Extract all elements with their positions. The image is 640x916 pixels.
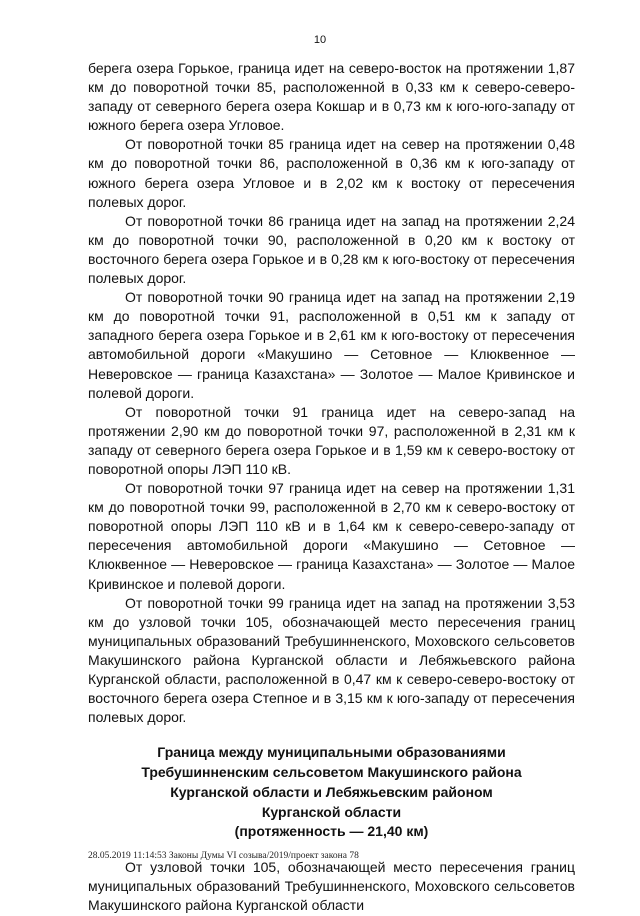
paragraph-4: От поворотной точки 90 граница идет на запад на протяжении 2,19 км до поворотной точки 91, расположенной в 0,51 км к западу от западного берега озера Горькое и в 2,61 км к юго-востоку от пересечения автомобильной дороги «Макушино — Сетовное — Клюквенное — Неверовское — граница Казахстана» — Золотое — Малое Кривинское и полевой дороги. xyxy=(88,289,575,401)
heading-line-2: Требушинненским сельсоветом Макушинского района xyxy=(141,764,522,781)
paragraph-7: От поворотной точки 99 граница идет на запад на протяжении 3,53 км до узловой точки 105, обозначающей место пересечения границ муниципальных образований Требушинненского, Моховского сельсоветов Макушинского района Курганской области и Лебяжьевского района Курганской области, расположенной в 0,47 км к северо-северо-востоку от восточного берега озера Степное и в 3,15 км к юго-западу от пересечения полевых дорог. xyxy=(88,594,575,726)
paragraph-8: От узловой точки 105, обозначающей место пересечения границ муниципальных образований Требушинненского, Моховского сельсоветов Макушинского района Курганской области xyxy=(88,859,575,914)
heading-line-3: Курганской области и Лебяжьевским районом xyxy=(170,783,493,800)
section-heading xyxy=(88,743,575,842)
heading-line-4: Курганской области xyxy=(261,803,402,820)
paragraph-5: От поворотной точки 91 граница идет на северо-запад на протяжении 2,90 км до поворотной точки 97, расположенной в 2,31 км к западу от северного берега озера Горькое и в 1,59 км к северо-востоку от поворотной опоры ЛЭП 110 кВ. xyxy=(88,403,575,477)
paragraph-1: берега озера Горькое, граница идет на северо-восток на протяжении 1,87 км до поворотной точки 85, расположенной в 0,33 км к северо-северо-западу от северного берега озера Кокшар и в 0,73 км к юго-юго-западу от южного берега озера Угловое. xyxy=(88,60,575,134)
document-body xyxy=(88,59,575,916)
heading-line-1: Граница между муниципальными образованиями xyxy=(157,744,506,761)
document-footer: 28.05.2019 11:14:53 Законы Думы VI созыва/2019/проект закона 78 xyxy=(88,851,359,861)
paragraph-3: От поворотной точки 86 граница идет на запад на протяжении 2,24 км до поворотной точки 90, расположенной в 0,20 км к востоку от восточного берега озера Горькое и в 0,28 км к юго-востоку от пересечения полевых дорог. xyxy=(88,212,575,287)
page-number: 10 xyxy=(313,34,327,46)
paragraph-6: От поворотной точки 97 граница идет на север на протяжении 1,31 км до поворотной точки 99, расположенной в 2,70 км к северо-востоку от поворотной опоры ЛЭП 110 кВ и в 1,64 км к северо-северо-западу от пересечения автомобильной дороги «Макушино — Сетовное — Клюквенное — Неверовское — граница Казахстана» — Золотое — Малое Кривинское и полевой дороги. xyxy=(88,480,575,592)
paragraph-2: От поворотной точки 85 граница идет на север на протяжении 0,48 км до поворотной точки 86, расположенной в 0,36 км к юго-западу от южного берега озера Угловое и в 2,02 км к востоку от пересечения полевых дорог. xyxy=(88,136,575,210)
heading-line-5: (протяженность — 21,40 км) xyxy=(234,823,429,840)
